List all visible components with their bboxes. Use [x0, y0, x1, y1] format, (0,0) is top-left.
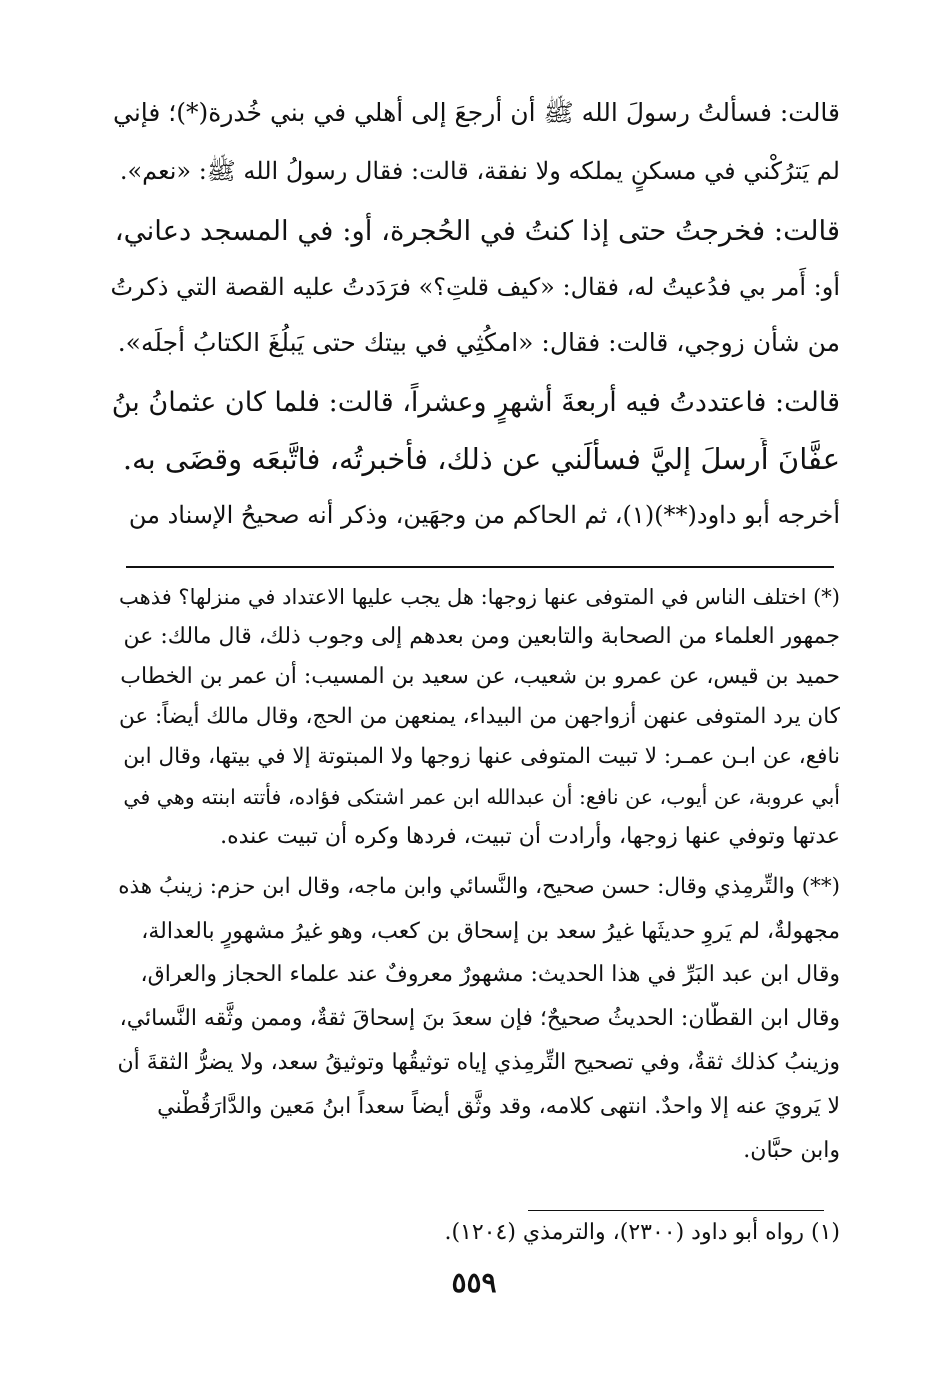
- main-text-line: قالت: فسألتُ رسولَ الله ﷺ أن أرجعَ إلى أهلي في بني خُدرة(*)؛ فإني: [112, 98, 840, 127]
- main-text-line: من شأن زوجي، قالت: فقال: «امكُثِي في بيتك حتى يَبلُغَ الكتابُ أجلَه».: [117, 328, 840, 357]
- note-line: وقال ابن عبد البَرِّ في هذا الحديث: مشهورٌ معروفٌ عند علماء الحجاز والعراق،: [140, 962, 840, 987]
- main-text-line: أخرجه أبو داود(**)(١)، ثم الحاكم من وجهَين، وذكر أنه صحيحُ الإسناد من: [128, 501, 840, 529]
- note-line: (*) اختلف الناس في المتوفى عنها زوجها: هل يجب عليها الاعتداد في منزلها؟ فذهب: [119, 585, 840, 609]
- footnote-divider: [528, 1210, 824, 1211]
- main-text-line: لم يَترُكْني في مسكنٍ يملكه ولا نفقة، قالت: فقال رسولُ الله ﷺ: «نعم».: [119, 157, 840, 185]
- note-line: وزينبُ كذلك ثقةٌ، وفي تصحيح التِّرمِذي إياه توثيقُها وتوثيقُ سعد، ولا يضرُّ الثقةَ أن: [117, 1050, 840, 1075]
- footnote: (١) رواه أبو داود (٢٣٠٠)، والترمذي (١٢٠٤).: [444, 1220, 840, 1245]
- note-line: حميد بن قيس، عن عمرو بن شعيب، عن سعيد بن المسيب: أن عمر بن الخطاب: [120, 664, 840, 689]
- page-number: ٥٥٩: [451, 1266, 497, 1299]
- note-line: كان يرد المتوفى عنهن أزواجهن من البيداء، يمنعهن من الحج، وقال مالك أيضاً: عن: [119, 704, 840, 729]
- main-text-line: أو: أَمر بي فدُعيتُ له، فقال: «كيف قلتِ؟» فرَدَدتُ عليه القصة التي ذكرتُ: [110, 273, 840, 301]
- note-line: نافع، عن ابـن عمـر: لا تبيت المتوفى عنها زوجها ولا المبتوتة إلا في بيتها، وقال ابن: [123, 744, 840, 769]
- note-line: عدتها وتوفي عنها زوجها، وأرادت أن تبيت، فردها وكره أن تبيت عنده.: [220, 824, 840, 849]
- note-line: وقال ابن القطَّان: الحديثُ صحيحٌ؛ فإن سعدَ بنَ إسحاقَ ثقةٌ، وممن وثَّقه النَّسائي،: [119, 1006, 840, 1031]
- note-line: أبي عروبة، عن أيوب، عن نافع: أن عبدالله ابن عمر اشتكى فؤاده، فأتته ابنته وهي في: [123, 785, 840, 809]
- main-text-line: قالت: فاعتددتُ فيه أربعةَ أشهرٍ وعشراً، قالت: فلما كان عثمانُ بنُ: [111, 387, 840, 418]
- note-line: (**) والتِّرمِذي وقال: حسن صحيح، والنَّسائي وابن ماجه، وقال ابن حزم: زينبُ هذه: [118, 874, 840, 899]
- main-divider: [126, 566, 834, 568]
- main-text-line: عفَّانَ أَرسلَ إليَّ فسألَني عن ذلك، فأخبرتُه، فاتَّبعَه وقضَى به.: [122, 442, 840, 476]
- note-line: لا يَرويَ عنه إلا واحدٌ. انتهى كلامه، وقد وثَّق أيضاً سعداً ابنُ مَعين والدَّارَقُطْني: [157, 1094, 840, 1119]
- main-text-line: قالت: فخرجتُ حتى إذا كنتُ في الحُجرة، أو: في المسجد دعاني،: [114, 215, 840, 247]
- note-line: وابن حبَّان.: [743, 1138, 840, 1163]
- note-line: مجهولةٌ، لم يَروِ حديثَها غيرُ سعد بن إسحاق بن كعب، وهو غيرُ مشهورٍ بالعدالة،: [141, 919, 840, 944]
- note-line: جمهور العلماء من الصحابة والتابعين ومن بعدهم إلى وجوب ذلك، قال مالك: عن: [123, 624, 840, 649]
